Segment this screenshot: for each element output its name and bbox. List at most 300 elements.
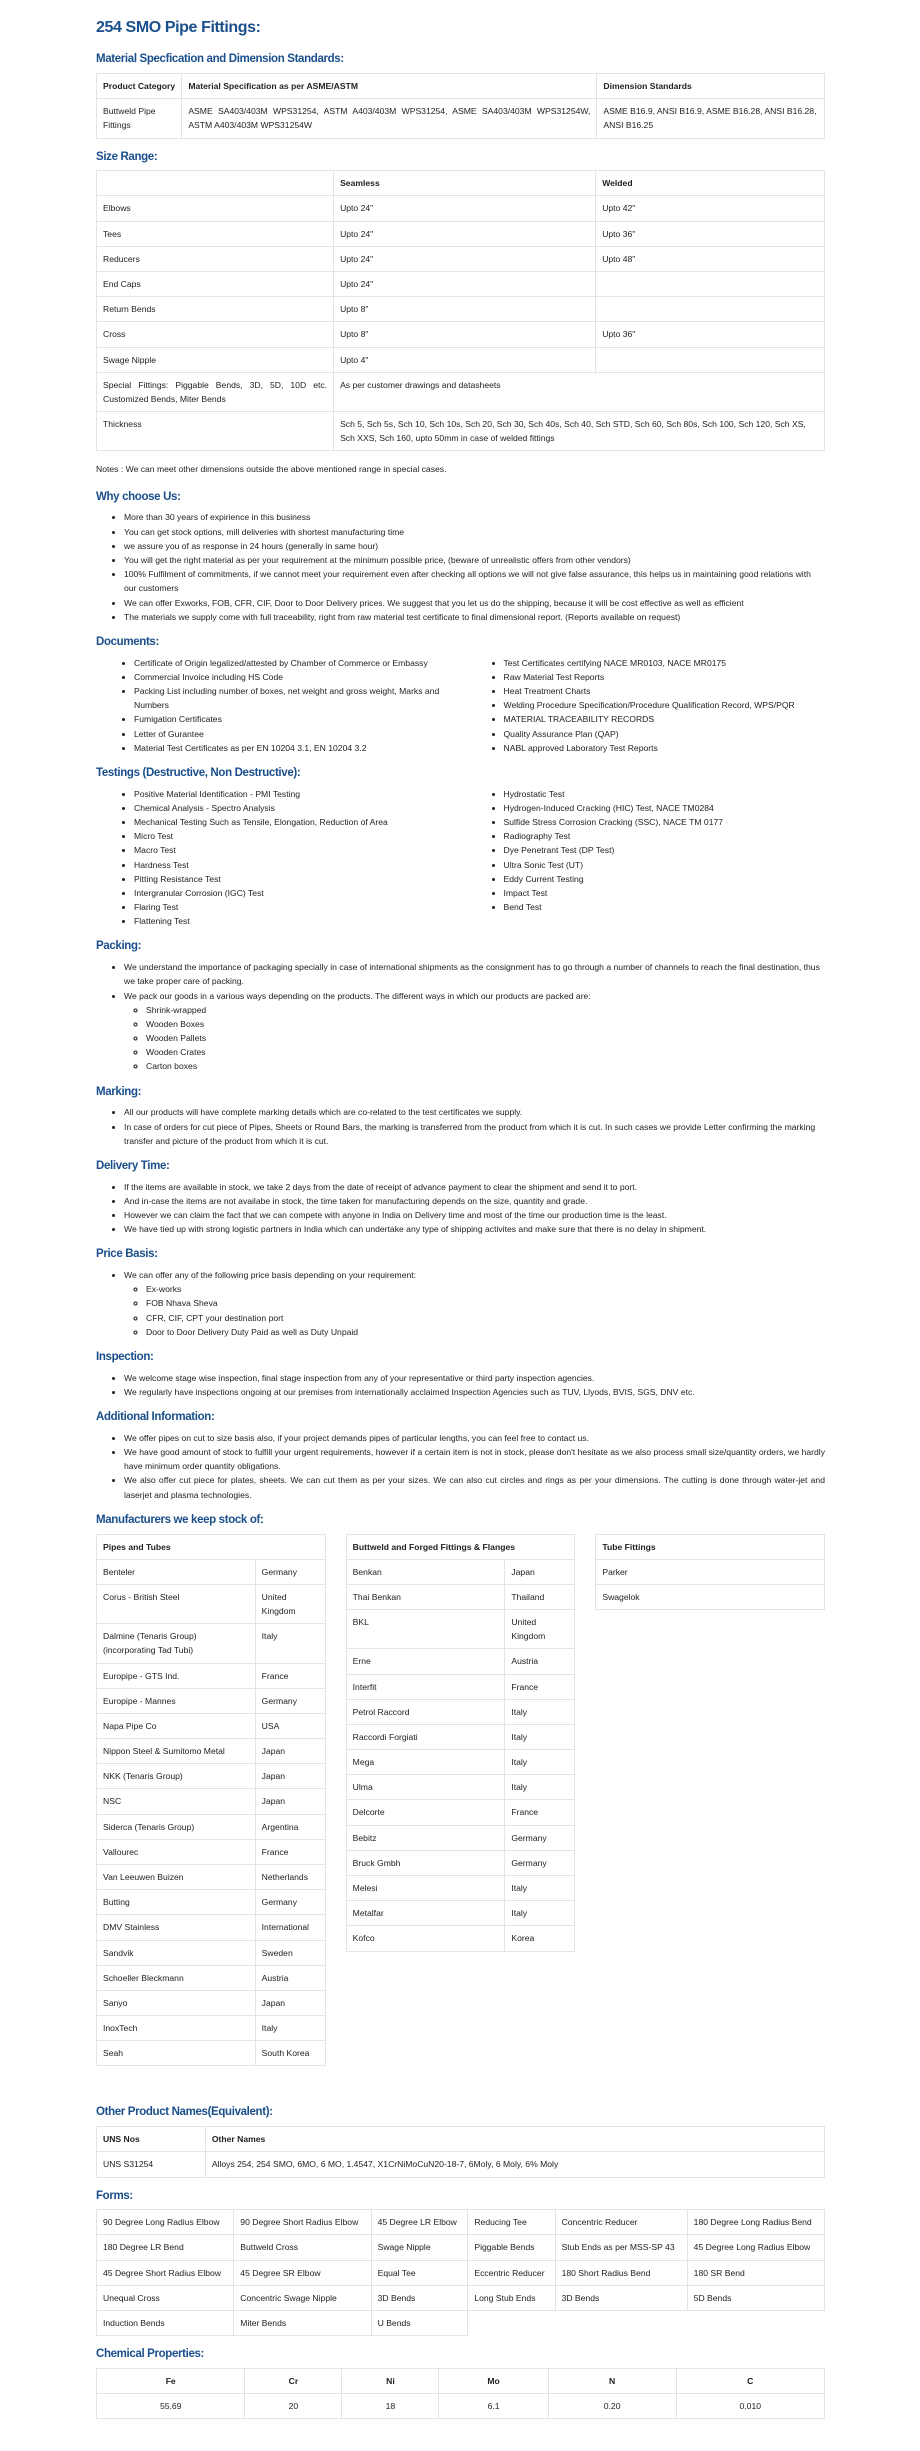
- table-header: Seamless: [334, 171, 596, 196]
- list-item: • We also offer cut piece for plates, sheets. We can cut them as per your sizes. We can also cut circles and rings as per your dimensions. The cutting is done through water-jet and laserjet and plasma technologies.: [124, 1473, 825, 1501]
- table-cell: Netherlands: [255, 1864, 325, 1889]
- other-names-section: [96, 2106, 825, 2177]
- list-item: • Pitting Resistance Test: [134, 872, 456, 886]
- list-item: • The materials we supply come with full traceability, right from raw material test certificate to final dimensional report. (Reports available on request): [124, 610, 825, 624]
- list-item: • Impact Test: [504, 886, 826, 900]
- table-cell: [596, 271, 825, 296]
- testings-list-right: [476, 787, 826, 929]
- table-cell: Vallourec: [97, 1839, 256, 1864]
- table-cell: [596, 297, 825, 322]
- table-cell: Elbows: [97, 196, 334, 221]
- list-item: • We understand the importance of packaging specially in case of international shipments as the consignment has to go through a number of channels to reach the final destination, thus we take proper care of packing.: [124, 960, 825, 988]
- table-row: [97, 1990, 326, 2015]
- table-row: [97, 246, 825, 271]
- sub-list-item: ◦ CFR, CIF, CPT your destination port: [146, 1311, 825, 1325]
- table-cell: Italy: [505, 1901, 575, 1926]
- list-item: • Flaring Test: [134, 900, 456, 914]
- table-cell: Siderca (Tenaris Group): [97, 1814, 256, 1839]
- testings-list-left: [96, 787, 476, 929]
- table-row: [346, 1699, 575, 1724]
- pipes-tubes-table: [96, 1534, 326, 2067]
- table-cell: Benteler: [97, 1559, 256, 1584]
- table-cell: 45 Degree Short Radius Elbow: [97, 2260, 234, 2285]
- table-row: [97, 322, 825, 347]
- list-item: • Test Certificates certifying NACE MR0103, NACE MR0175: [504, 656, 826, 670]
- list-item: • Eddy Current Testing: [504, 872, 826, 886]
- chemical-section: [96, 2348, 825, 2419]
- table-cell: Germany: [255, 1559, 325, 1584]
- table-header-row: [97, 2368, 825, 2393]
- list-item: • Hydrogen-Induced Cracking (HIC) Test, NACE TM0284: [504, 801, 826, 815]
- table-cell: Europipe - Mannes: [97, 1688, 256, 1713]
- table-cell: U Bends: [371, 2310, 468, 2335]
- table-cell: Induction Bends: [97, 2310, 234, 2335]
- manufacturers-tables: [96, 1534, 825, 2067]
- table-cell: Germany: [255, 1890, 325, 1915]
- table-row: [97, 2394, 825, 2419]
- table-cell: Upto 42": [596, 196, 825, 221]
- table-cell: Italy: [505, 1724, 575, 1749]
- other-names-table: [96, 2126, 825, 2177]
- table-row: [97, 1624, 326, 1663]
- forms-heading: Forms:: [96, 2189, 133, 2202]
- documents-list-left: [96, 656, 476, 755]
- why-choose-list: [96, 510, 825, 623]
- list-item: • In case of orders for cut piece of Pipes, Sheets or Round Bars, the marking is transferred from the product from which it is cut. In such cases we provide Letter confirming the marking transfer and picture of the product from which it is cut.: [124, 1120, 825, 1148]
- table-cell: South Korea: [255, 2041, 325, 2066]
- table-cell: Austria: [255, 1965, 325, 1990]
- table-row: [346, 1750, 575, 1775]
- table-cell: 90 Degree Short Radius Elbow: [234, 2210, 371, 2235]
- table-header: N: [548, 2368, 676, 2393]
- table-cell: Napa Pipe Co: [97, 1713, 256, 1738]
- table-cell: Thailand: [505, 1584, 575, 1609]
- table-cell: Germany: [255, 1688, 325, 1713]
- table-cell: Return Bends: [97, 297, 334, 322]
- table-header: Cr: [245, 2368, 342, 2393]
- table-cell: Swage Nipple: [97, 347, 334, 372]
- size-range-heading: Size Range:: [96, 150, 158, 163]
- table-cell: 5D Bends: [687, 2285, 824, 2310]
- table-cell: Reducing Tee: [468, 2210, 555, 2235]
- table-cell: 45 Degree Long Radius Elbow: [687, 2235, 824, 2260]
- list-item-text: We can offer any of the following price basis depending on your requirement:: [124, 1270, 417, 1281]
- packing-list: [96, 960, 825, 1073]
- list-item: • Hydrostatic Test: [504, 787, 826, 801]
- table-cell: Upto 36": [596, 221, 825, 246]
- pipes-tubes-body: [97, 1559, 326, 2066]
- table-cell: Italy: [505, 1875, 575, 1900]
- table-row: [346, 1875, 575, 1900]
- table-cell: France: [505, 1800, 575, 1825]
- table-row: [346, 1559, 575, 1584]
- table-cell: Swagelok: [596, 1584, 825, 1609]
- table-cell: Japan: [505, 1559, 575, 1584]
- table-header: Dimension Standards: [597, 73, 825, 98]
- packing-heading: Packing:: [96, 940, 142, 953]
- fittings-flanges-body: [346, 1559, 575, 1951]
- table-cell: ASME SA403/403M WPS31254, ASTM A403/403M WPS31254, ASME SA403/403M WPS31254W, ASTM A403/403M WPS31254W: [182, 99, 597, 138]
- table-row: [97, 1713, 326, 1738]
- list-item: • Ultra Sonic Test (UT): [504, 858, 826, 872]
- table-cell: Miter Bends: [234, 2310, 371, 2335]
- table-cell: Japan: [255, 1764, 325, 1789]
- empty-cell: [555, 2310, 687, 2335]
- table-cell: Sanyo: [97, 1990, 256, 2015]
- list-item: • We welcome stage wise inspection, final stage inspection from any of your representative or third party inspection agencies.: [124, 1371, 825, 1385]
- list-item: • Material Test Certificates as per EN 10204 3.1, EN 10204 3.2: [134, 741, 456, 755]
- table-cell: Mega: [346, 1750, 505, 1775]
- list-item: • Certificate of Origin legalized/attested by Chamber of Commerce or Embassy: [134, 656, 456, 670]
- table-cell: France: [255, 1663, 325, 1688]
- table-row: [596, 1559, 825, 1584]
- table-row: [97, 1739, 326, 1764]
- sub-list-item: ◦ FOB Nhava Sheva: [146, 1296, 825, 1310]
- table-cell: Reducers: [97, 246, 334, 271]
- list-item: • Chemical Analysis - Spectro Analysis: [134, 801, 456, 815]
- table-row: [97, 1814, 326, 1839]
- list-item: • 100% Fulfilment of commitments, if we cannot meet your requirement even after checking all options we will not give false assurance, this helps us in maintaining good relations with our customers: [124, 567, 825, 595]
- table-cell: Sch 5, Sch 5s, Sch 10, Sch 10s, Sch 20, Sch 30, Sch 40s, Sch 40, Sch STD, Sch 60, Sch 80s, Sch 100, Sch 120, Sch XS, Sch XXS, Sch 160, upto 50mm in case of welded fittings: [334, 412, 825, 451]
- table-row: [97, 196, 825, 221]
- table-header: Other Names: [205, 2127, 824, 2152]
- table-cell: Swage Nipple: [371, 2235, 468, 2260]
- table-cell: Piggable Bends: [468, 2235, 555, 2260]
- list-item: • Welding Procedure Specification/Procedure Qualification Record, WPS/PQR: [504, 698, 826, 712]
- fittings-flanges-table: [346, 1534, 576, 1952]
- sub-list-item: ◦ Wooden Boxes: [146, 1017, 825, 1031]
- table-header: UNS Nos: [97, 2127, 206, 2152]
- table-cell: Sweden: [255, 1940, 325, 1965]
- table-cell: Italy: [505, 1775, 575, 1800]
- table-header: Pipes and Tubes: [97, 1534, 326, 1559]
- table-row: [97, 1864, 326, 1889]
- table-row: [346, 1800, 575, 1825]
- chemical-heading: Chemical Properties:: [96, 2348, 205, 2361]
- list-item: • And in-case the items are not availabe in stock, the time taken for manufacturing depends on the size, quantity and grade.: [124, 1194, 825, 1208]
- list-item: • However we can claim the fact that we can compete with anyone in India on Delivery time and most of the time our production time is the least.: [124, 1208, 825, 1222]
- sub-list-item: ◦ Wooden Crates: [146, 1045, 825, 1059]
- list-item: • Positive Material Identification - PMI Testing: [134, 787, 456, 801]
- documents-list-right: [476, 656, 826, 755]
- list-item: • Macro Test: [134, 843, 456, 857]
- list-item: [124, 1268, 825, 1339]
- table-cell: Buttweld Cross: [234, 2235, 371, 2260]
- table-header: Product Category: [97, 73, 182, 98]
- table-cell: Italy: [255, 1624, 325, 1663]
- table-cell: 45 Degree SR Elbow: [234, 2260, 371, 2285]
- table-header: Welded: [596, 171, 825, 196]
- table-cell: Bebitz: [346, 1825, 505, 1850]
- table-cell: Upto 36": [596, 322, 825, 347]
- table-cell: France: [505, 1674, 575, 1699]
- list-item: • Hardness Test: [134, 858, 456, 872]
- list-item: [124, 989, 825, 1074]
- list-item: • You can get stock options, mill deliveries with shortest manufacturing time: [124, 525, 825, 539]
- table-cell: United Kingdom: [255, 1584, 325, 1623]
- table-cell: Italy: [505, 1699, 575, 1724]
- table-header-row: [97, 73, 825, 98]
- table-cell: [596, 347, 825, 372]
- table-cell: International: [255, 1915, 325, 1940]
- table-cell: Benkan: [346, 1559, 505, 1584]
- table-row: [346, 1584, 575, 1609]
- sub-list-item: ◦ Wooden Pallets: [146, 1031, 825, 1045]
- table-row: [596, 1584, 825, 1609]
- sub-list-item: ◦ Carton boxes: [146, 1059, 825, 1073]
- spec-table: [96, 73, 825, 139]
- list-item: • Commercial Invoice including HS Code: [134, 670, 456, 684]
- forms-section: [96, 2190, 825, 2337]
- sub-list-item: ◦ Shrink-wrapped: [146, 1003, 825, 1017]
- table-cell: 180 SR Bend: [687, 2260, 824, 2285]
- table-row: [346, 1850, 575, 1875]
- table-cell: Interfit: [346, 1674, 505, 1699]
- table-cell: Germany: [505, 1850, 575, 1875]
- tube-fittings-body: [596, 1559, 825, 1609]
- table-cell: Buttweld Pipe Fittings: [97, 99, 182, 138]
- table-cell: Italy: [255, 2016, 325, 2041]
- table-cell: 90 Degree Long Radius Elbow: [97, 2210, 234, 2235]
- table-row: [97, 1839, 326, 1864]
- table-cell: France: [255, 1839, 325, 1864]
- why-choose-section: [96, 491, 825, 624]
- table-row: [97, 1915, 326, 1940]
- table-row: [346, 1610, 575, 1649]
- table-cell: Tees: [97, 221, 334, 246]
- table-cell: Alloys 254, 254 SMO, 6MO, 6 MO, 1.4547, X1CrNiMoCuN20-18-7, 6Moly, 6 Moly, 6% Moly: [205, 2152, 824, 2177]
- table-header: Mo: [439, 2368, 548, 2393]
- table-cell: Germany: [505, 1825, 575, 1850]
- table-cell: Japan: [255, 1789, 325, 1814]
- testings-section: [96, 767, 825, 929]
- table-cell: Concentric Reducer: [555, 2210, 687, 2235]
- table-cell: 3D Bends: [555, 2285, 687, 2310]
- list-item: • Packing List including number of boxes, net weight and gross weight, Marks and Numbers: [134, 684, 456, 712]
- table-row: [97, 1940, 326, 1965]
- inspection-section: [96, 1351, 825, 1399]
- additional-heading: Additional Information:: [96, 1411, 215, 1424]
- table-cell: 45 Degree LR Elbow: [371, 2210, 468, 2235]
- table-cell: Van Leeuwen Buizen: [97, 1864, 256, 1889]
- list-item-text: We pack our goods in a various ways depending on the products. The different ways in which our products are packed are:: [124, 990, 591, 1001]
- tube-fittings-table: [595, 1534, 825, 1611]
- table-cell: 18: [342, 2394, 439, 2419]
- table-cell: United Kingdom: [505, 1610, 575, 1649]
- marking-heading: Marking:: [96, 1085, 142, 1098]
- marking-section: [96, 1086, 825, 1148]
- table-cell: Raccordi Forgiati: [346, 1724, 505, 1749]
- table-cell: 6.1: [439, 2394, 548, 2419]
- testings-heading: Testings (Destructive, Non Destructive):: [96, 766, 301, 779]
- table-cell: 180 Degree Long Radius Bend: [687, 2210, 824, 2235]
- manufacturers-heading: Manufacturers we keep stock of:: [96, 1513, 264, 1526]
- table-cell: Ulma: [346, 1775, 505, 1800]
- list-item: • Flattening Test: [134, 914, 456, 928]
- additional-section: [96, 1411, 825, 1502]
- additional-list: [96, 1431, 825, 1502]
- list-item: • We regularly have inspections ongoing at our premises from internationally acclaimed Inspection Agencies such as TUV, Llyods, BVIS, SGS, DNV etc.: [124, 1385, 825, 1399]
- size-range-section: [96, 151, 825, 477]
- table-cell: Upto 48": [596, 246, 825, 271]
- packing-section: [96, 940, 825, 1073]
- documents-section: [96, 636, 825, 755]
- table-row: [97, 271, 825, 296]
- table-row: [97, 1559, 326, 1584]
- table-cell: Austria: [505, 1649, 575, 1674]
- table-row: [97, 1584, 326, 1623]
- table-cell: NSC: [97, 1789, 256, 1814]
- why-choose-heading: Why choose Us:: [96, 490, 181, 503]
- table-cell: Upto 24": [334, 221, 596, 246]
- table-cell: Kofco: [346, 1926, 505, 1951]
- table-cell: 55.69: [97, 2394, 245, 2419]
- table-cell: 180 Short Radius Bend: [555, 2260, 687, 2285]
- documents-columns: [96, 656, 825, 755]
- table-cell: BKL: [346, 1610, 505, 1649]
- table-cell: InoxTech: [97, 2016, 256, 2041]
- empty-cell: [687, 2310, 824, 2335]
- table-cell: Parker: [596, 1559, 825, 1584]
- table-cell: Upto 4": [334, 347, 596, 372]
- testings-columns: [96, 787, 825, 929]
- table-cell: Upto 8": [334, 322, 596, 347]
- table-cell: Upto 24": [334, 246, 596, 271]
- price-basis-sub-list: [124, 1282, 825, 1339]
- table-cell: UNS S31254: [97, 2152, 206, 2177]
- list-item: • We have tied up with strong logistic partners in India which can undertake any type of shipping activites and make sure that there is no delay in shipment.: [124, 1222, 825, 1236]
- sub-list-item: ◦ Door to Door Delivery Duty Paid as well as Duty Unpaid: [146, 1325, 825, 1339]
- table-cell: Thai Benkan: [346, 1584, 505, 1609]
- table-cell: Thickness: [97, 412, 334, 451]
- table-row: [97, 1965, 326, 1990]
- table-row: [97, 1663, 326, 1688]
- table-cell: Schoeller Bleckmann: [97, 1965, 256, 1990]
- table-cell: Delcorte: [346, 1800, 505, 1825]
- table-cell: End Caps: [97, 271, 334, 296]
- list-item: • we assure you of as response in 24 hours (generally in same hour): [124, 539, 825, 553]
- table-cell: NKK (Tenaris Group): [97, 1764, 256, 1789]
- table-cell: Japan: [255, 1739, 325, 1764]
- table-header: Buttweld and Forged Fittings & Flanges: [346, 1534, 575, 1559]
- table-row: [97, 2260, 825, 2285]
- table-row: [97, 99, 825, 138]
- table-row: [346, 1649, 575, 1674]
- table-cell: 20: [245, 2394, 342, 2419]
- list-item: • Letter of Gurantee: [134, 727, 456, 741]
- list-item: • NABL approved Laboratory Test Reports: [504, 741, 826, 755]
- table-row: [97, 2016, 326, 2041]
- table-cell: Italy: [505, 1750, 575, 1775]
- table-header: Tube Fittings: [596, 1534, 825, 1559]
- sub-list-item: ◦ Ex-works: [146, 1282, 825, 1296]
- price-basis-heading: Price Basis:: [96, 1248, 158, 1261]
- table-cell: Japan: [255, 1990, 325, 2015]
- table-cell: Melesi: [346, 1875, 505, 1900]
- table-row: [97, 2041, 326, 2066]
- spec-section: [96, 53, 825, 138]
- table-cell: Upto 8": [334, 297, 596, 322]
- table-row: [97, 1764, 326, 1789]
- table-row: [97, 2152, 825, 2177]
- list-item: • Intergranular Corrosion (IGC) Test: [134, 886, 456, 900]
- table-header: Fe: [97, 2368, 245, 2393]
- table-cell: Petrol Raccord: [346, 1699, 505, 1724]
- table-cell: Metalfar: [346, 1901, 505, 1926]
- list-item: • Quality Assurance Plan (QAP): [504, 727, 826, 741]
- list-item: • We have good amount of stock to fulfill your urgent requirements, however if a certain item is not in stock, please don't hesitate as we also process small size/quantity orders, we hardly have minimum order quantity obligations.: [124, 1445, 825, 1473]
- table-header: [97, 171, 334, 196]
- table-cell: ASME B16.9, ANSI B16.9, ASME B16.28, ANSI B16.28, ANSI B16.25: [597, 99, 825, 138]
- table-row: [346, 1674, 575, 1699]
- size-range-notes: Notes : We can meet other dimensions outside the above mentioned range in special cases.: [96, 464, 447, 475]
- inspection-heading: Inspection:: [96, 1350, 154, 1363]
- table-header-row: [97, 171, 825, 196]
- list-item: • Fumigation Certificates: [134, 712, 456, 726]
- table-row: [346, 1901, 575, 1926]
- table-cell: Dalmine (Tenaris Group) (incorporating Tad Tubi): [97, 1624, 256, 1663]
- list-item: • We can offer Exworks, FOB, CFR, CIF, Door to Door Delivery prices. We suggest that you let us do the shipping, because it will be cost effective as well as efficient: [124, 596, 825, 610]
- list-item: • More than 30 years of expirience in this business: [124, 510, 825, 524]
- table-cell: Sandvik: [97, 1940, 256, 1965]
- table-cell: 180 Degree LR Bend: [97, 2235, 234, 2260]
- list-item: • All our products will have complete marking details which are co-related to the test certificates we supply.: [124, 1105, 825, 1119]
- table-cell: Eccentric Reducer: [468, 2260, 555, 2285]
- page-title: 254 SMO Pipe Fittings:: [96, 19, 261, 36]
- list-item: • You will get the right material as per your requirement at the minimum possible price, (beware of unrealistic offers from other vendors): [124, 553, 825, 567]
- table-cell: Korea: [505, 1926, 575, 1951]
- table-row: [97, 372, 825, 411]
- packing-sub-list: [124, 1003, 825, 1074]
- table-row: [97, 2210, 825, 2235]
- table-cell: Argentina: [255, 1814, 325, 1839]
- table-cell: Europipe - GTS Ind.: [97, 1663, 256, 1688]
- table-cell: Upto 24": [334, 271, 596, 296]
- documents-heading: Documents:: [96, 635, 159, 648]
- table-cell: As per customer drawings and datasheets: [334, 372, 825, 411]
- table-row: [97, 221, 825, 246]
- inspection-list: [96, 1371, 825, 1399]
- table-row: [97, 347, 825, 372]
- forms-table: [96, 2209, 825, 2336]
- list-item: • Sulfide Stress Corrosion Cracking (SSC), NACE TM 0177: [504, 815, 826, 829]
- table-cell: 0.010: [676, 2394, 824, 2419]
- empty-cell: [468, 2310, 555, 2335]
- list-item: • Bend Test: [504, 900, 826, 914]
- table-cell: 3D Bends: [371, 2285, 468, 2310]
- table-row: [346, 1775, 575, 1800]
- table-cell: Bruck Gmbh: [346, 1850, 505, 1875]
- table-cell: Concentric Swage Nipple: [234, 2285, 371, 2310]
- table-cell: Seah: [97, 2041, 256, 2066]
- list-item: • Micro Test: [134, 829, 456, 843]
- table-cell: Equal Tee: [371, 2260, 468, 2285]
- marking-list: [96, 1105, 825, 1148]
- table-cell: Cross: [97, 322, 334, 347]
- other-names-heading: Other Product Names(Equivalent):: [96, 2106, 273, 2119]
- table-row: [97, 1688, 326, 1713]
- list-item: • If the items are available in stock, we take 2 days from the date of receipt of advance payment to clear the shipment and send it to port.: [124, 1180, 825, 1194]
- table-row: [97, 2235, 825, 2260]
- table-cell: USA: [255, 1713, 325, 1738]
- list-item: • We offer pipes on cut to size basis also, if your project demands pipes of particular lengths, you can feel free to contact us.: [124, 1431, 825, 1445]
- table-row: [97, 1789, 326, 1814]
- table-cell: Upto 24": [334, 196, 596, 221]
- table-cell: Butting: [97, 1890, 256, 1915]
- table-row: [346, 1724, 575, 1749]
- table-cell: Long Stub Ends: [468, 2285, 555, 2310]
- table-row: [346, 1926, 575, 1951]
